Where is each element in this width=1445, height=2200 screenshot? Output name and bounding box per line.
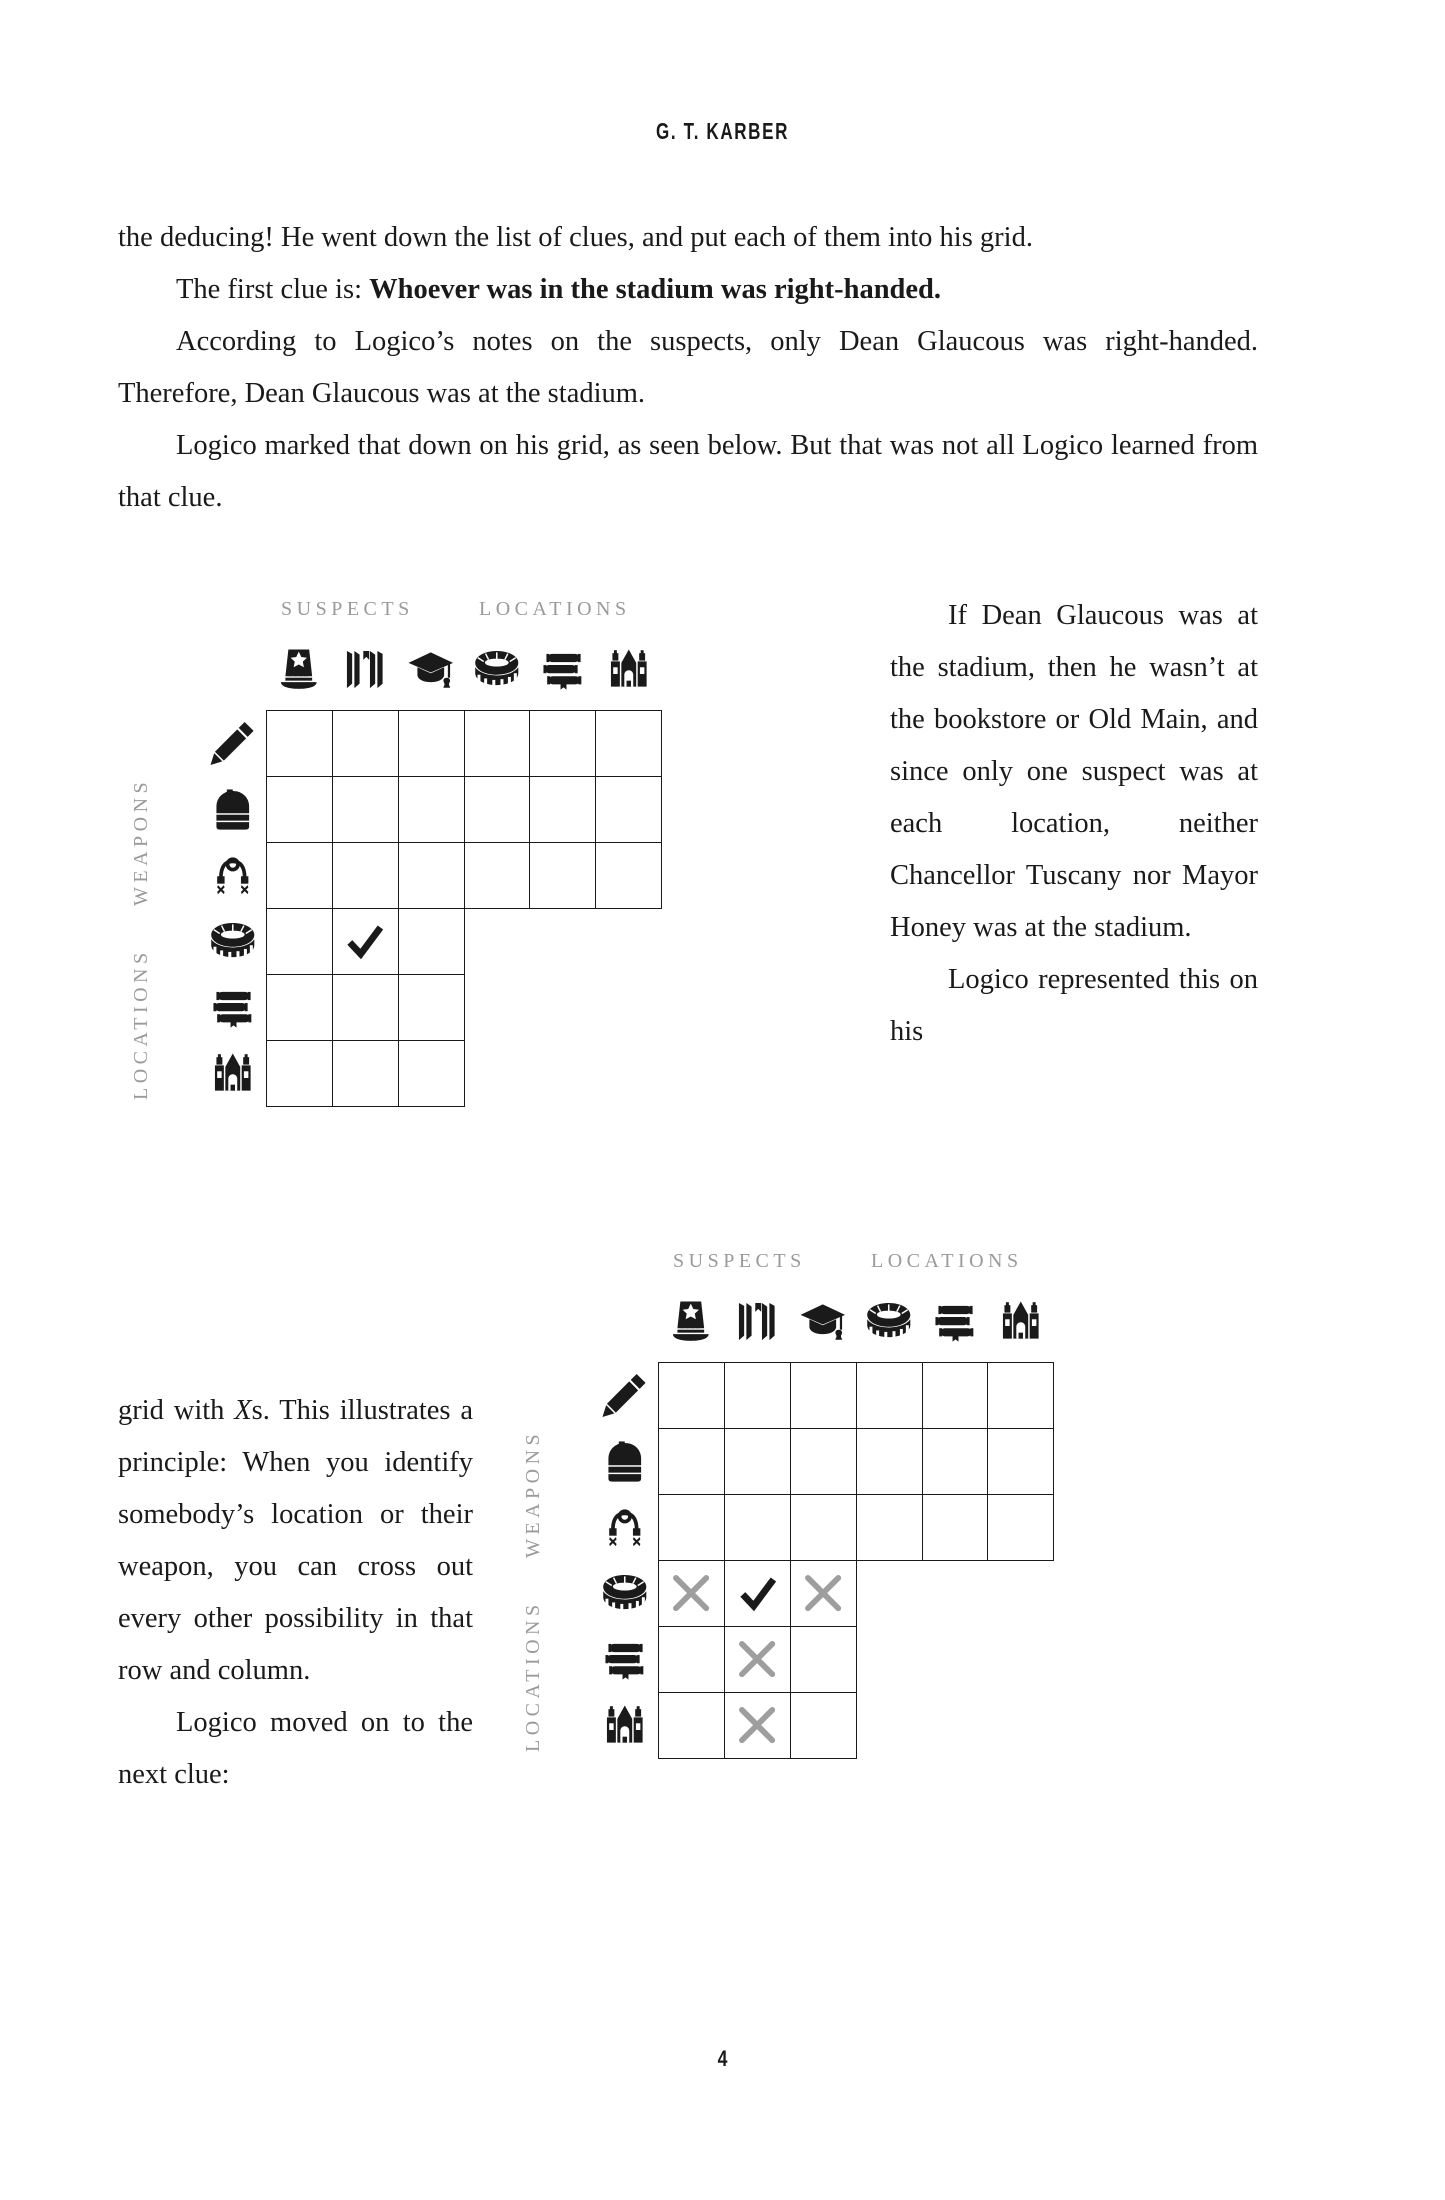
crown-columns-icon: [332, 640, 398, 698]
check-mark-icon: [333, 909, 398, 974]
stadium-icon: [856, 1292, 922, 1350]
grid-row: [659, 1429, 1054, 1495]
grid-cell[interactable]: [332, 777, 398, 843]
old-main-icon: [204, 1040, 262, 1106]
grid-cell[interactable]: [790, 1693, 856, 1759]
grid-cell-empty-area: [988, 1561, 1054, 1627]
grid-cell-empty-area: [530, 1041, 596, 1107]
grid-cell[interactable]: [856, 1363, 922, 1429]
grid-row: [659, 1363, 1054, 1429]
grid-cell[interactable]: [724, 1561, 790, 1627]
grid-row: [267, 975, 662, 1041]
graduation-cap-icon: [790, 1292, 856, 1350]
cross-mark-icon: [659, 1561, 724, 1626]
clue-lead-in: The first clue is:: [176, 274, 370, 305]
books-icon: [530, 640, 596, 698]
row-group-label-locations: LOCATIONS: [522, 1600, 544, 1752]
grid-cell[interactable]: [464, 711, 530, 777]
grid-cell-empty-area: [922, 1561, 988, 1627]
grid-cell-empty-area: [856, 1561, 922, 1627]
grid-cell[interactable]: [988, 1429, 1054, 1495]
grid-cell[interactable]: [922, 1495, 988, 1561]
letter-x-italic: X: [234, 1395, 252, 1426]
books-icon: [922, 1292, 988, 1350]
grid-cell[interactable]: [267, 777, 333, 843]
grid-cell[interactable]: [398, 975, 464, 1041]
grid-cell[interactable]: [790, 1363, 856, 1429]
left-side-text-column: [118, 1385, 473, 1801]
right-side-text-column: [890, 590, 1258, 1058]
grid-cell-empty-area: [922, 1627, 988, 1693]
crown-columns-icon: [724, 1292, 790, 1350]
grid-cell[interactable]: [790, 1561, 856, 1627]
grid-cell[interactable]: [398, 909, 464, 975]
jump-rope-icon: [596, 1494, 654, 1560]
grid-row: [267, 711, 662, 777]
grid-cell[interactable]: [398, 711, 464, 777]
backpack-icon: [204, 776, 262, 842]
grid-cell[interactable]: [724, 1693, 790, 1759]
grid-cell[interactable]: [464, 843, 530, 909]
cross-mark-icon: [725, 1693, 790, 1758]
grid-row: [659, 1495, 1054, 1561]
paragraph-2: [118, 264, 1258, 316]
row-group-label-weapons: WEAPONS: [522, 1429, 544, 1558]
grid-cell-empty-area: [464, 975, 530, 1041]
grid-table[interactable]: [266, 710, 662, 1107]
main-text-block: [118, 212, 1258, 524]
grid-row: [267, 843, 662, 909]
grid-cell[interactable]: [988, 1363, 1054, 1429]
left-paragraph-2: Logico moved on to the next clue:: [118, 1707, 473, 1790]
running-head: G. T. KARBER: [655, 118, 790, 144]
grid-cell[interactable]: [856, 1429, 922, 1495]
row-group-label-weapons: WEAPONS: [130, 777, 152, 906]
grid-cell[interactable]: [659, 1693, 725, 1759]
top-hat-icon: [266, 640, 332, 698]
grid-cell[interactable]: [659, 1363, 725, 1429]
right-paragraph-1: If Dean Glaucous was at the stadium, then he wasn’t at the bookstore or Old Main, and since only one suspect was at each location, neither Chancellor Tuscany nor Mayor Honey was at the stadium.: [890, 600, 1258, 943]
grid-cell[interactable]: [267, 711, 333, 777]
stadium-icon: [596, 1560, 654, 1626]
grid-cell[interactable]: [398, 777, 464, 843]
grid-cell[interactable]: [596, 711, 662, 777]
paragraph-1: the deducing! He went down the list of clues, and put each of them into his grid.: [118, 222, 1033, 253]
check-mark-icon: [725, 1561, 790, 1626]
jump-rope-icon: [204, 842, 262, 908]
column-group-label-locations: LOCATIONS: [871, 1250, 1023, 1272]
cross-mark-icon: [791, 1561, 856, 1626]
grid-cell[interactable]: [724, 1363, 790, 1429]
column-group-label-suspects: SUSPECTS: [281, 598, 414, 620]
grid-cell[interactable]: [267, 843, 333, 909]
grid-cell[interactable]: [790, 1429, 856, 1495]
grid-cell-empty-area: [464, 909, 530, 975]
left-p1-rest: s. This illustrates a principle: When you identify somebody’s location or their weapon, you can cross out every other possibility in that row and column.: [118, 1395, 473, 1686]
grid-cell[interactable]: [596, 843, 662, 909]
old-main-icon: [596, 1692, 654, 1758]
grid-row: [267, 1041, 662, 1107]
column-group-label-locations: LOCATIONS: [479, 598, 631, 620]
grid-cell-empty-area: [596, 975, 662, 1041]
paragraph-3: According to Logico’s notes on the suspects, only Dean Glaucous was right-handed. Therefore, Dean Glaucous was at the stadium.: [118, 326, 1258, 409]
grid-cell-empty-area: [856, 1693, 922, 1759]
grid-cell[interactable]: [332, 711, 398, 777]
grid-cell[interactable]: [790, 1495, 856, 1561]
grid-cell[interactable]: [398, 1041, 464, 1107]
left-p1-lead: grid with: [118, 1395, 235, 1426]
books-icon: [204, 974, 262, 1040]
grid-cell-empty-area: [530, 909, 596, 975]
grid-cell[interactable]: [332, 975, 398, 1041]
grid-cell[interactable]: [922, 1363, 988, 1429]
cross-mark-icon: [725, 1627, 790, 1692]
page-number: 4: [717, 2046, 728, 2071]
grid-cell[interactable]: [332, 909, 398, 975]
grid-cell[interactable]: [530, 711, 596, 777]
row-group-label-locations: LOCATIONS: [130, 948, 152, 1100]
grid-table[interactable]: [658, 1362, 1054, 1759]
paragraph-4: Logico marked that down on his grid, as seen below. But that was not all Logico learned from that clue.: [118, 430, 1258, 513]
books-icon: [596, 1626, 654, 1692]
grid-cell[interactable]: [332, 1041, 398, 1107]
old-main-icon: [596, 640, 662, 698]
backpack-icon: [596, 1428, 654, 1494]
grid-cell-empty-area: [922, 1693, 988, 1759]
grid-cell[interactable]: [724, 1495, 790, 1561]
grid-row: [267, 909, 662, 975]
grid-cell[interactable]: [856, 1495, 922, 1561]
grid-cell[interactable]: [398, 843, 464, 909]
grid-cell[interactable]: [724, 1627, 790, 1693]
pencil-icon: [204, 710, 262, 776]
grid-cell[interactable]: [596, 777, 662, 843]
right-paragraph-2: Logico represented this on his: [890, 964, 1258, 1047]
pencil-icon: [596, 1362, 654, 1428]
grid-cell[interactable]: [988, 1495, 1054, 1561]
grid-cell-empty-area: [596, 909, 662, 975]
top-hat-icon: [658, 1292, 724, 1350]
grid-cell[interactable]: [659, 1561, 725, 1627]
grid-cell[interactable]: [659, 1495, 725, 1561]
grid-cell[interactable]: [790, 1627, 856, 1693]
grid-row: [659, 1561, 1054, 1627]
grid-cell[interactable]: [922, 1429, 988, 1495]
grid-row: [659, 1693, 1054, 1759]
left-paragraph-1: [118, 1385, 473, 1697]
grid-cell-empty-area: [530, 975, 596, 1041]
graduation-cap-icon: [398, 640, 464, 698]
grid-cell[interactable]: [659, 1627, 725, 1693]
grid-cell[interactable]: [724, 1429, 790, 1495]
grid-cell[interactable]: [267, 975, 333, 1041]
grid-cell[interactable]: [659, 1429, 725, 1495]
grid-cell-empty-area: [856, 1627, 922, 1693]
stadium-icon: [204, 908, 262, 974]
grid-cell-empty-area: [988, 1627, 1054, 1693]
clue-text: Whoever was in the stadium was right-handed.: [369, 274, 942, 305]
grid-cell[interactable]: [267, 1041, 333, 1107]
stadium-icon: [464, 640, 530, 698]
grid-cell[interactable]: [332, 843, 398, 909]
grid-cell[interactable]: [530, 777, 596, 843]
grid-cell[interactable]: [267, 909, 333, 975]
grid-cell-empty-area: [988, 1693, 1054, 1759]
grid-row: [659, 1627, 1054, 1693]
old-main-icon: [988, 1292, 1054, 1350]
grid-cell[interactable]: [464, 777, 530, 843]
column-group-label-suspects: SUSPECTS: [673, 1250, 806, 1272]
grid-cell-empty-area: [464, 1041, 530, 1107]
grid-cell-empty-area: [596, 1041, 662, 1107]
grid-row: [267, 777, 662, 843]
grid-cell[interactable]: [530, 843, 596, 909]
